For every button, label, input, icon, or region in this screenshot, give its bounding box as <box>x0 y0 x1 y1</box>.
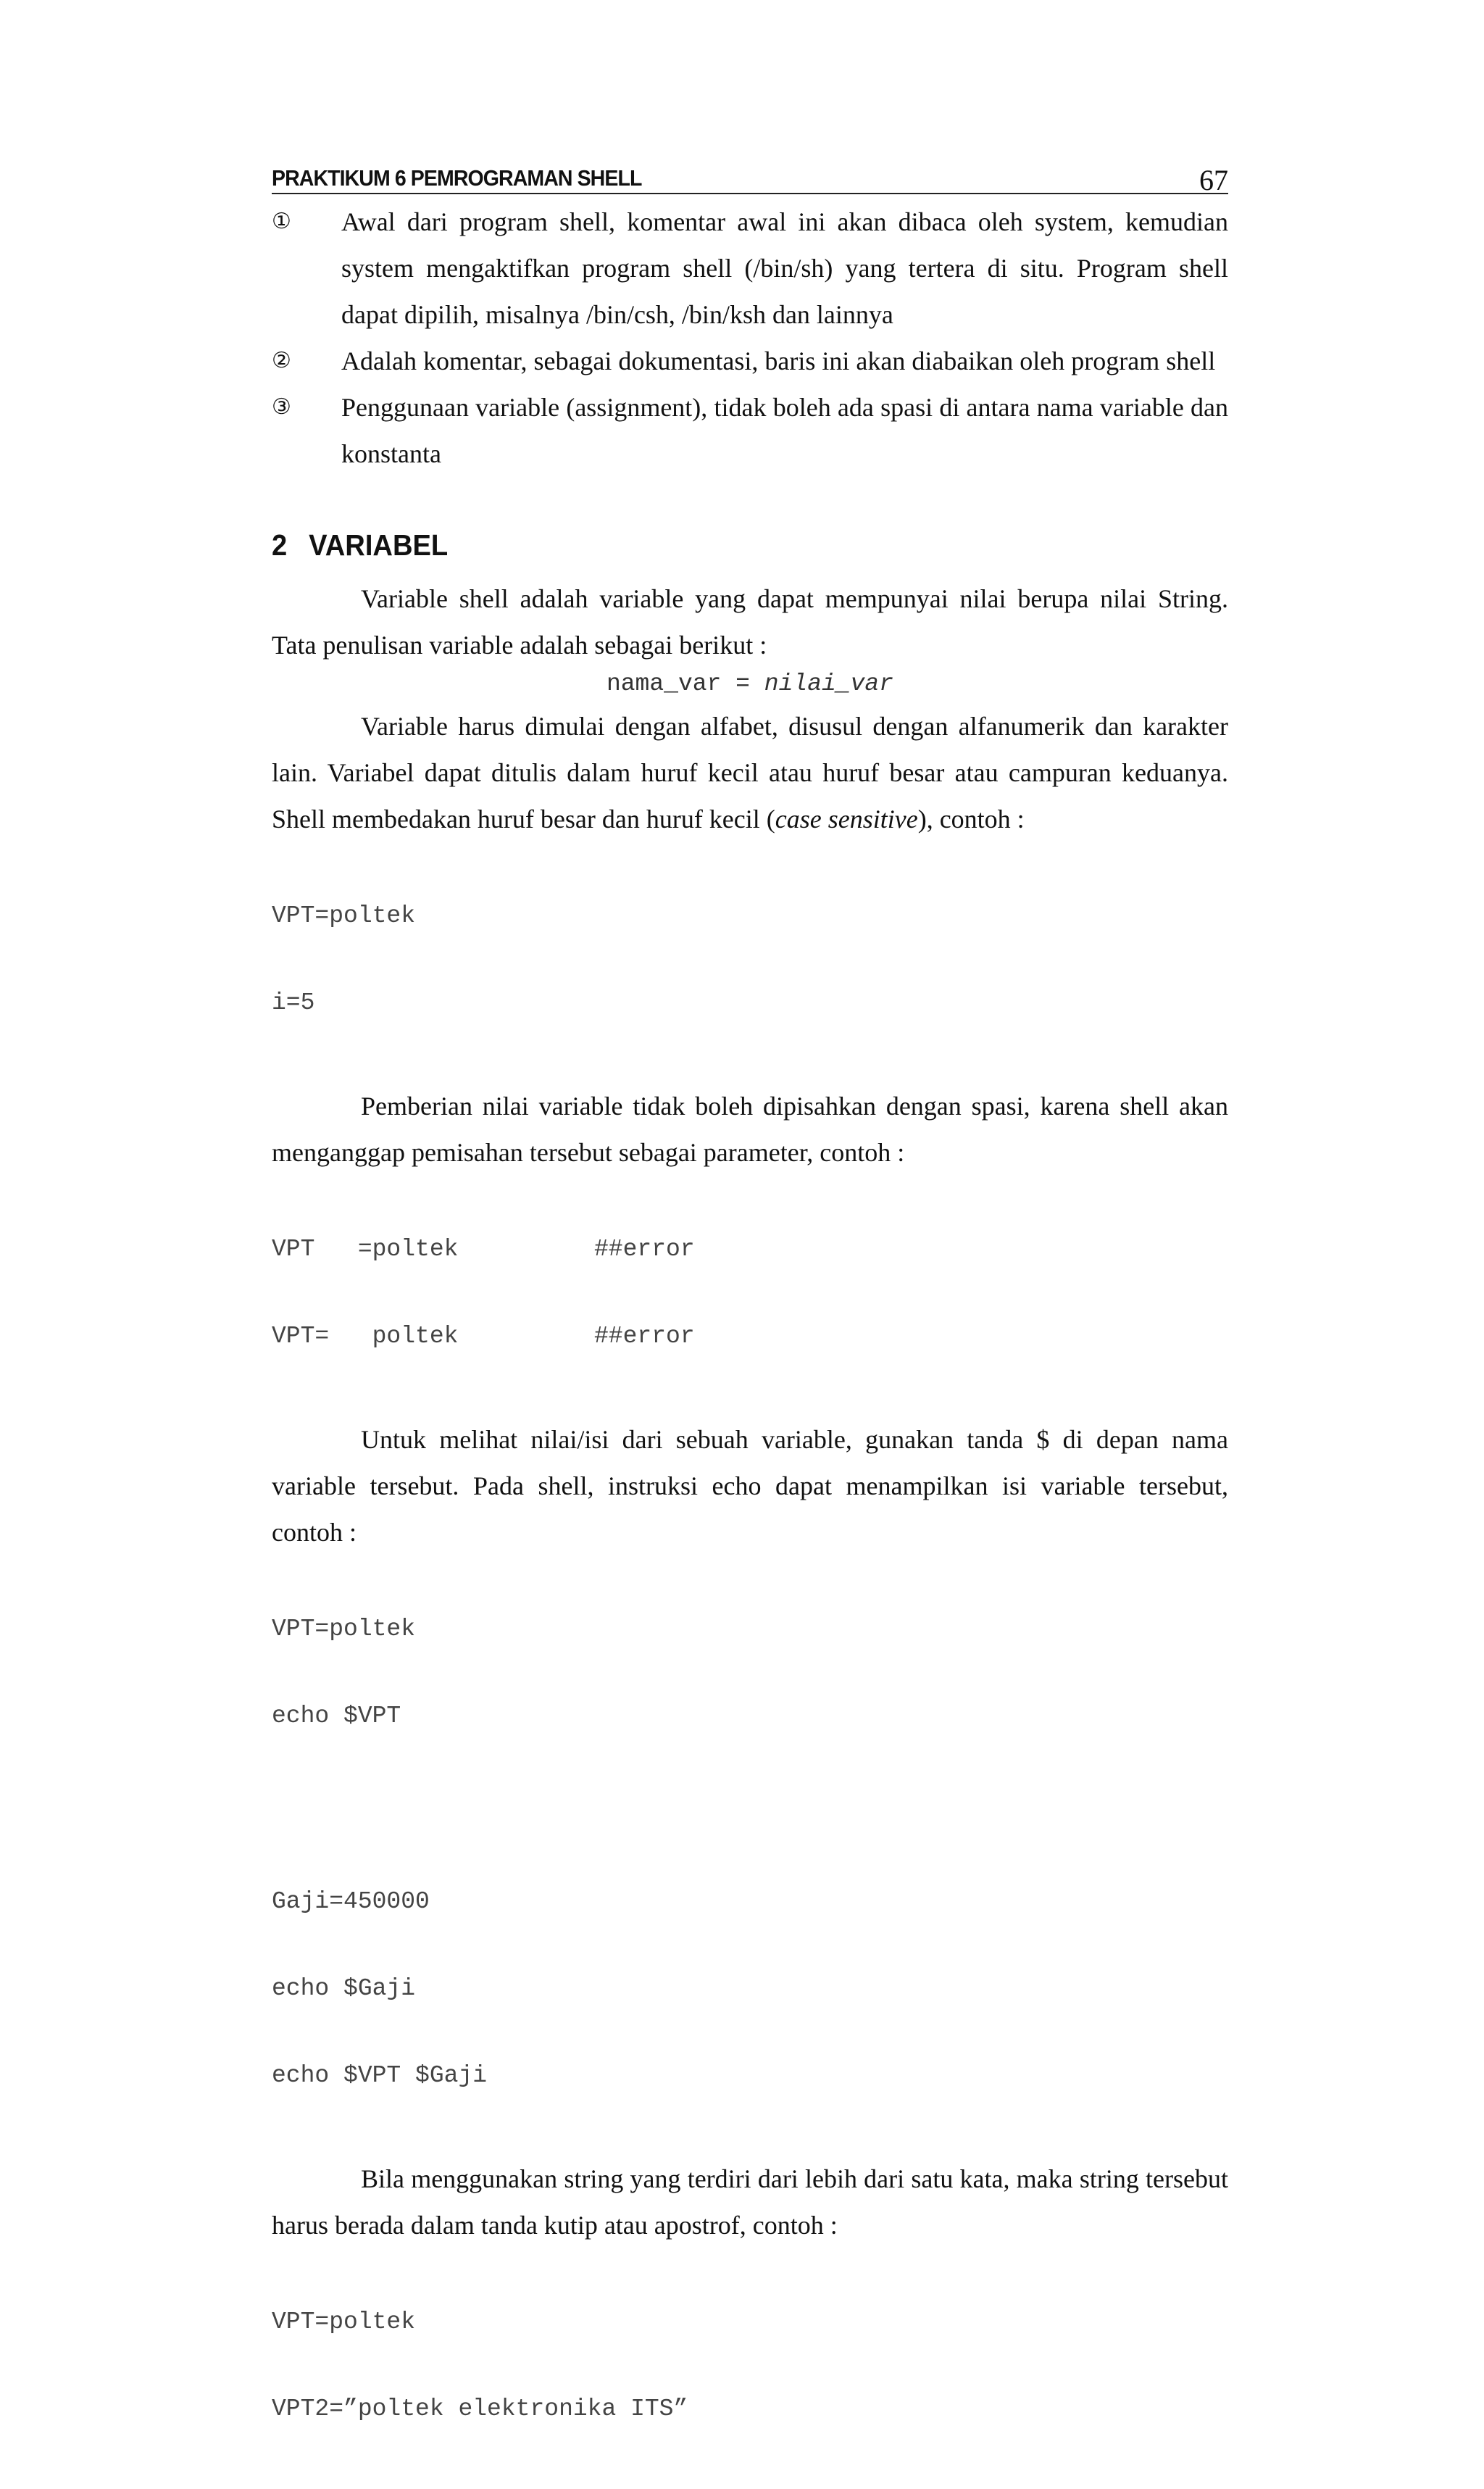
list-item <box>272 384 1228 477</box>
list-item-text: Adalah komentar, sebagai dokumentasi, baris ini akan diabaikan oleh program shell <box>341 346 1216 375</box>
code-line: i=5 <box>272 989 315 1016</box>
paragraph <box>272 703 1228 842</box>
list-item-text: Penggunaan variable (assignment), tidak boleh ada spasi di antara nama variable dan konstanta <box>341 393 1228 468</box>
list-item-text: Awal dari program shell, komentar awal ini akan dibaca oleh system, kemudian system mengaktifkan program shell (/bin/sh) yang tertera di situ. Program shell dapat dipilih, misalnya /bin/csh, /bin/ksh dan lainnya <box>341 207 1228 329</box>
section-number: 2 <box>272 528 288 562</box>
code-block <box>272 1177 1228 1409</box>
code-comment: ##error <box>594 1323 695 1350</box>
document-page <box>272 159 1228 2489</box>
page-header <box>272 159 1228 194</box>
code-block <box>272 2250 1228 2482</box>
code-text: VPT =poltek <box>272 1236 459 1263</box>
code-line: VPT=poltek <box>272 1616 416 1642</box>
paragraph: Bila menggunakan string yang terdiri dari lebih dari satu kata, maka string tersebut harus berada dalam tanda kutip atau apostrof, contoh : <box>272 2164 1228 2240</box>
code-comment: ##error <box>594 1236 695 1263</box>
page-number: 67 <box>1199 164 1228 196</box>
code-line <box>272 1322 1228 1351</box>
code-block <box>272 1557 1228 2148</box>
syntax-formula <box>272 667 1228 702</box>
numbered-list <box>272 199 1228 477</box>
code-line <box>272 1235 1228 1264</box>
formula-italic: nilai_var <box>764 670 894 697</box>
paragraph: Variable shell adalah variable yang dapat mempunyai nilai berupa nilai String. Tata penulisan variable adalah sebagai berikut : <box>272 584 1228 660</box>
list-item <box>272 338 1228 384</box>
code-block <box>272 844 1228 1076</box>
code-line: echo $VPT $Gaji <box>272 2062 488 2089</box>
list-item <box>272 199 1228 338</box>
list-marker: ③ <box>272 394 291 420</box>
paragraph: Pemberian nilai variable tidak boleh dipisahkan dengan spasi, karena shell akan menganggap pemisahan tersebut sebagai parameter, contoh : <box>272 1092 1228 1167</box>
code-line: Gaji=450000 <box>272 1888 430 1915</box>
code-line: VPT=poltek <box>272 902 416 929</box>
code-text: VPT= poltek <box>272 1323 459 1350</box>
paragraph-italic: case sensitive <box>775 805 918 834</box>
code-line: echo $VPT <box>272 1703 401 1729</box>
code-line: echo $Gaji <box>272 1975 416 2002</box>
code-blank-line <box>272 1789 1228 1829</box>
header-title: PRAKTIKUM 6 PEMROGRAMAN SHELL <box>272 165 642 191</box>
section-title: VARIABEL <box>309 528 449 562</box>
section-heading <box>272 522 1162 568</box>
formula-left: nama_var = <box>606 670 764 697</box>
code-line: VPT2=”poltek elektronika ITS” <box>272 2395 688 2422</box>
code-line: VPT=poltek <box>272 2309 416 2335</box>
paragraph: Untuk melihat nilai/isi dari sebuah variable, gunakan tanda $ di depan nama variable tersebut. Pada shell, instruksi echo dapat menampilkan isi variable tersebut, contoh : <box>272 1425 1228 1547</box>
paragraph-text: Variable harus dimulai dengan alfabet, disusul dengan alfanumerik dan karakter lain. Variabel dapat ditulis dalam huruf kecil atau huruf besar atau campuran keduanya. Shell membedakan huruf besar dan huruf kecil ( <box>272 712 1228 834</box>
list-marker: ② <box>272 348 291 373</box>
paragraph-text: ), contoh : <box>917 805 1025 834</box>
list-marker: ① <box>272 209 291 234</box>
